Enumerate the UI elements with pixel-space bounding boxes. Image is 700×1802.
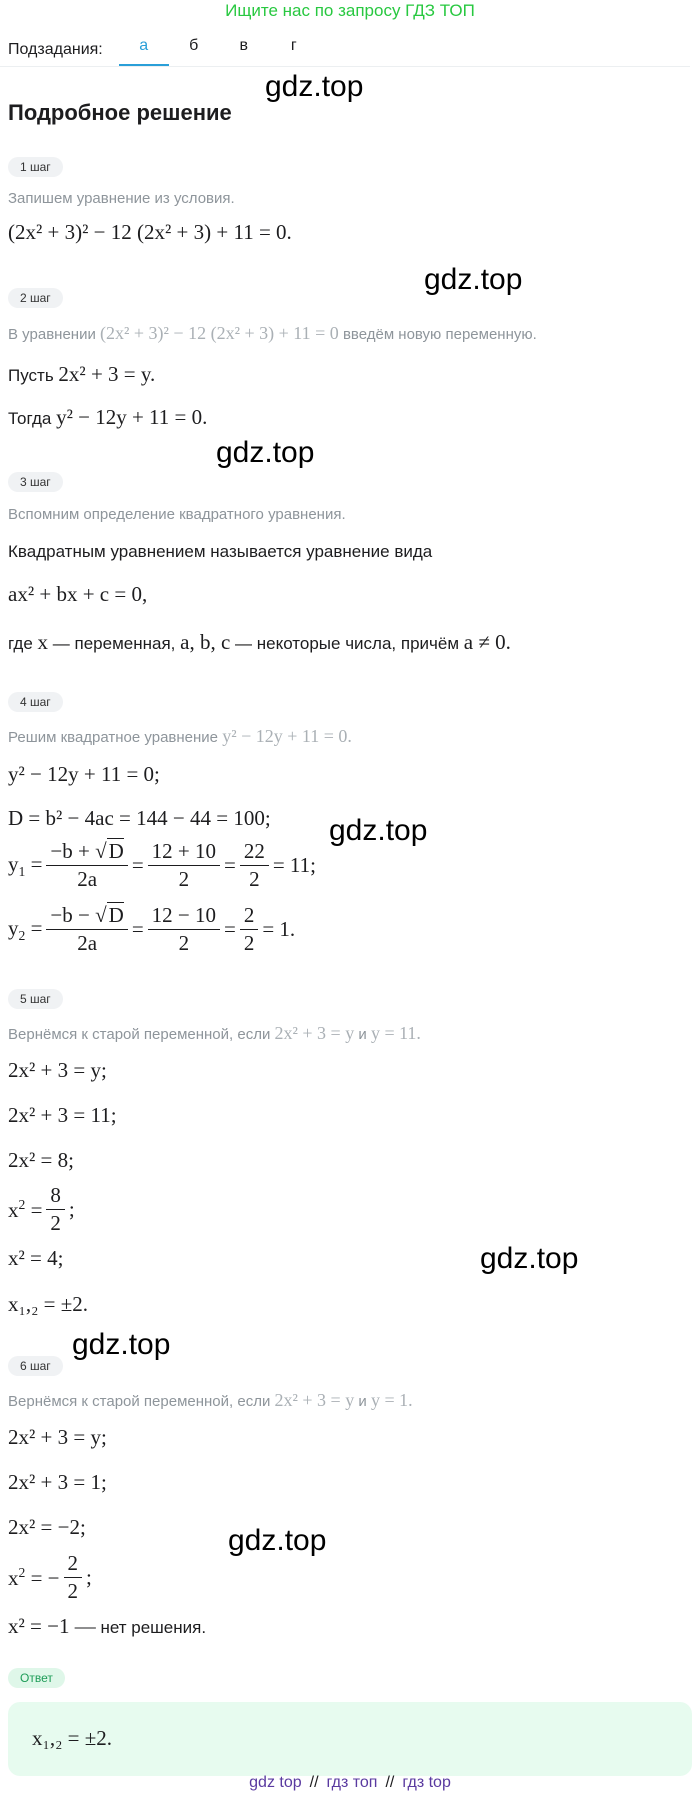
answer-equation: x₁,₂ = ±2. (32, 1726, 113, 1750)
variables: a, b, c (180, 630, 231, 654)
line-text: — переменная, (52, 634, 176, 653)
step-note (8, 1390, 413, 1411)
step-note: Вспомним определение квадратного уравнения. (8, 506, 346, 523)
equation: 2x² + 3 = 11; (8, 1103, 117, 1127)
root-y2: $y_2$ = $\frac{-b - √D}{2a}$ = $\frac{12 - 10}{2}$ = $\frac{2}{2}$ = 1. (8, 903, 296, 956)
divider (0, 66, 690, 67)
tab-g[interactable]: г (290, 37, 297, 54)
footer-link[interactable]: гдз top (402, 1774, 451, 1791)
line-text: Пусть (8, 366, 54, 385)
tab-a[interactable]: а (119, 34, 169, 66)
step-badge: 4 шаг (8, 692, 63, 712)
equation: D = b² − 4ac = 144 − 44 = 100; (8, 806, 271, 830)
tab-b[interactable]: б (189, 37, 199, 54)
step-badge: 5 шаг (8, 989, 63, 1009)
footer-link[interactable]: гдз топ (326, 1774, 378, 1791)
line-text: нет решения. (100, 1618, 207, 1637)
footer (0, 1774, 700, 1792)
line-text: — некоторые числа, причём (235, 634, 460, 653)
line-equation: 2x² + 3 = y. (58, 362, 156, 386)
note-equation: 2x² + 3 = y (274, 1023, 355, 1043)
step-note (8, 1023, 421, 1044)
equation: (2x² + 3)² − 12 (2x² + 3) + 11 = 0. (8, 220, 292, 244)
step-badge: 3 шаг (8, 472, 63, 492)
subtasks-label: Подзадания: (8, 41, 103, 58)
note-text: введём новую переменную. (342, 326, 537, 343)
equation-fraction: $x^2$ = $\frac{8}{2}$ ; (8, 1183, 75, 1236)
step-line (8, 362, 155, 387)
footer-link[interactable]: gdz top (249, 1774, 302, 1791)
equation: 2x² + 3 = y; (8, 1058, 107, 1082)
equation: 2x² = 8; (8, 1148, 74, 1172)
definition: Квадратным уравнением называется уравнение вида (8, 542, 433, 561)
equation: x₁,₂ = ±2. (8, 1292, 89, 1316)
subtasks-bar (8, 34, 319, 66)
step-note: Запишем уравнение из условия. (8, 190, 235, 207)
condition: a ≠ 0. (463, 630, 511, 654)
root-y1: $y_1$ = $\frac{-b + √D}{2a}$ = $\frac{12 + 10}{2}$ = $\frac{22}{2}$ = 11; (8, 839, 316, 892)
watermark: gdz.top (216, 436, 315, 469)
line-equation: y² − 12y + 11 = 0. (56, 405, 208, 429)
note-equation: y = 1. (370, 1390, 413, 1410)
watermark: gdz.top (329, 814, 428, 847)
watermark: gdz.top (72, 1328, 171, 1361)
footer-separator: // (385, 1774, 395, 1791)
note-equation: y = 11. (370, 1023, 421, 1043)
watermark: gdz.top (228, 1524, 327, 1557)
variable: x (37, 630, 49, 654)
equation: 2x² = −2; (8, 1515, 86, 1539)
note-text: В уравнении (8, 326, 96, 343)
answer-badge: Ответ (8, 1668, 65, 1688)
step-line (8, 630, 511, 655)
note-equation: 2x² + 3 = y (274, 1390, 355, 1410)
watermark: gdz.top (480, 1242, 579, 1275)
note-text: Решим квадратное уравнение (8, 729, 219, 746)
step-badge: 2 шаг (8, 288, 63, 308)
search-banner: Ищите нас по запросу ГДЗ ТОП (225, 1, 475, 20)
watermark: gdz.top (265, 70, 364, 103)
step-badge: 1 шаг (8, 157, 63, 177)
footer-separator: // (309, 1774, 319, 1791)
equation: ax² + bx + c = 0, (8, 582, 148, 606)
line-equation: x² = −1 — (8, 1614, 96, 1638)
line-text: Тогда (8, 409, 52, 428)
equation-fraction: $x^2$ = − $\frac{2}{2}$ ; (8, 1551, 92, 1604)
tab-v[interactable]: в (239, 37, 248, 54)
watermark: gdz.top (424, 263, 523, 296)
step-line (8, 405, 207, 430)
equation: y² − 12y + 11 = 0; (8, 762, 160, 786)
step-note (8, 726, 352, 747)
step-line (8, 1614, 206, 1639)
note-text: Вернёмся к старой переменной, если (8, 1026, 271, 1043)
note-text: и (358, 1026, 367, 1043)
equation: x² = 4; (8, 1246, 64, 1270)
note-equation: (2x² + 3)² − 12 (2x² + 3) + 11 = 0 (100, 323, 339, 343)
equation: 2x² + 3 = 1; (8, 1470, 107, 1494)
page-title: Подробное решение (8, 100, 232, 125)
equation: 2x² + 3 = y; (8, 1425, 107, 1449)
line-text: где (8, 634, 33, 653)
step-badge: 6 шаг (8, 1356, 63, 1376)
note-text: и (358, 1393, 367, 1410)
step-note (8, 323, 537, 344)
note-equation: y² − 12y + 11 = 0. (222, 726, 352, 746)
note-text: Вернёмся к старой переменной, если (8, 1393, 271, 1410)
